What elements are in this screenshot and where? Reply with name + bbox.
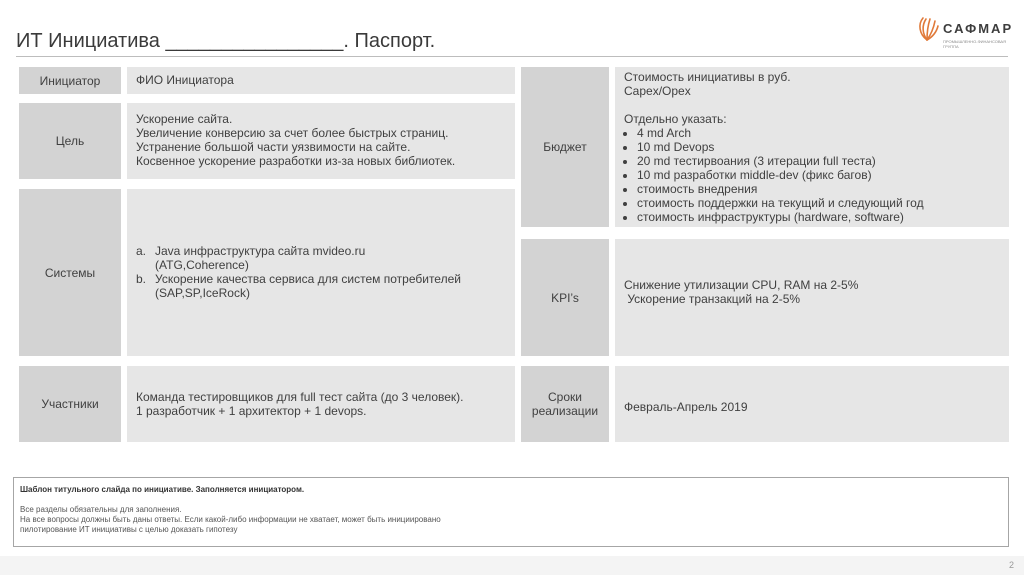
list-item: • 20 md тестирвоания (3 итерации full теста) [637, 154, 1000, 168]
systems-item-marker: a. [136, 244, 147, 258]
page-number: 2 [1008, 560, 1014, 570]
goal-label [19, 103, 121, 179]
logo-wordmark: САФМАР [943, 21, 1014, 36]
systems-item-marker: b. [136, 272, 147, 286]
participants-label-text: Участники [41, 397, 99, 411]
budget-line: Отдельно указать: [624, 112, 727, 126]
budget-label-text: Бюджет [543, 140, 587, 154]
initiator-value [127, 67, 515, 94]
kpi-label [521, 239, 609, 356]
safmar-logo [915, 14, 1015, 54]
note-line: пилотирование ИТ инициативы с целью доказать гипотезу [20, 525, 238, 534]
systems-item-detail: (ATG,Coherence) [155, 258, 249, 272]
goal-line: Ускорение сайта. [136, 112, 233, 126]
flower-logo-icon [915, 14, 939, 44]
kpi-line: Снижение утилизации CPU, RAM на 2-5% [624, 278, 859, 292]
note-line: Все разделы обязательны для заполнения. [20, 505, 182, 514]
note-line: На все вопросы должны быть даны ответы. Если какой-либо информации не хватает, может быть инициировано [20, 515, 441, 524]
timeline-value [615, 366, 1009, 442]
logo-tagline: ПРОМЫШЛЕННО-ФИНАНСОВАЯ ГРУППА [943, 39, 1006, 49]
initiator-name: ФИО Инициатора [136, 73, 234, 87]
list-item: • стоимость инфраструктуры (hardware, software) [637, 210, 1000, 224]
participants-value [127, 366, 515, 442]
budget-line: Capex/Opex [624, 84, 691, 98]
participants-line: Команда тестировщиков для full тест сайта (до 3 человек). [136, 390, 464, 404]
participants-line: 1 разработчик + 1 архитектор + 1 devops. [136, 404, 367, 418]
initiator-label-text: Инициатор [39, 73, 101, 88]
budget-bullet-list [624, 126, 1000, 224]
timeline-label-line: реализации [531, 404, 599, 418]
list-item: • стоимость внедрения [637, 182, 1000, 196]
budget-label [521, 67, 609, 227]
slide-title: ИТ Инициатива ________________. Паспорт. [16, 30, 436, 52]
note-title: Шаблон титульного слайда по инициативе. Заполняется инициатором. [20, 485, 305, 494]
kpi-line: Ускорение транзакций на 2-5% [624, 292, 801, 306]
goal-label-text: Цель [55, 134, 85, 148]
goal-value [127, 103, 515, 179]
goal-line: Увеличение конверсию за счет более быстрых страниц. [136, 126, 449, 140]
list-item: • 10 md разработки middle-dev (фикс багов) [637, 168, 1000, 182]
list-item: • 10 md Devops [637, 140, 1000, 154]
list-item: • стоимость поддержки на текущий и следующий год [637, 196, 1000, 210]
goal-line: Устранение большой части уязвимости на сайте. [136, 140, 411, 154]
systems-value [127, 189, 515, 356]
title-divider [16, 56, 1008, 57]
footer-band [0, 556, 1024, 575]
systems-label-text: Системы [44, 265, 96, 280]
timeline-label [521, 366, 609, 442]
kpi-label-text: KPI’s [551, 290, 579, 305]
list-item: • 4 md Arch [637, 126, 1000, 140]
goal-line: Косвенное ускорение разработки из-за новых библиотек. [136, 154, 456, 168]
kpi-value [615, 239, 1009, 356]
systems-item-text: Ускорение качества сервиса для систем потребителей [155, 272, 461, 286]
budget-value [615, 67, 1009, 227]
systems-label [19, 189, 121, 356]
budget-spacer [624, 98, 1000, 112]
template-note [13, 477, 1009, 547]
participants-label [19, 366, 121, 442]
timeline-period: Февраль-Апрель 2019 [624, 400, 748, 414]
budget-line: Стоимость инициативы в руб. [624, 70, 791, 84]
systems-item-text: Java инфраструктура сайта mvideo.ru [155, 244, 366, 258]
systems-item-detail: (SAP,SP,IceRock) [155, 286, 250, 300]
systems-item [136, 272, 506, 300]
systems-item [136, 244, 506, 272]
initiator-label [19, 67, 121, 94]
timeline-label-line: Сроки [548, 390, 582, 404]
